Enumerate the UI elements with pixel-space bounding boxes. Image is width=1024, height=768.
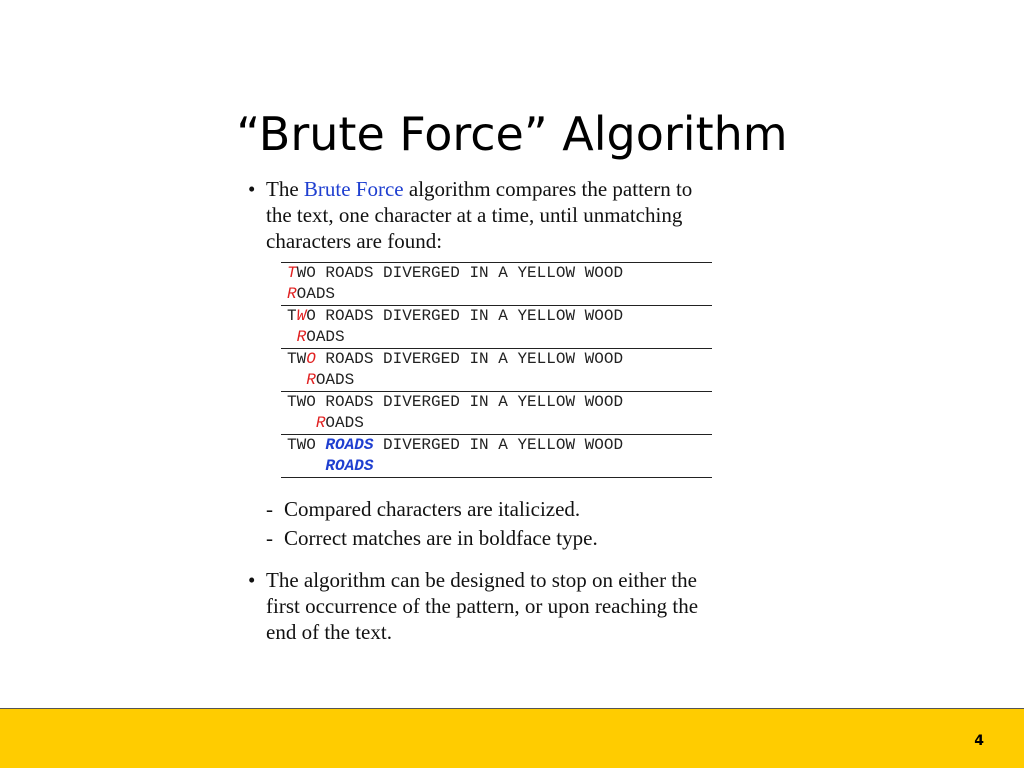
pattern-line: [287, 370, 712, 391]
footer-bar: [0, 708, 1024, 768]
plain-chars: TWO: [287, 436, 326, 454]
plain-chars: OADS: [306, 328, 345, 346]
compared-char: R: [315, 414, 326, 432]
note-matches-text: Correct matches are in boldface type.: [284, 526, 598, 550]
bullet-text: [266, 176, 692, 254]
bullet-marker: •: [248, 568, 256, 592]
note-compared-text: Compared characters are italicized.: [284, 497, 581, 521]
plain-chars: DIVERGED IN A YELLOW WOOD: [373, 436, 624, 454]
plain-chars: T: [287, 307, 297, 325]
bullet-line-2: first occurrence of the pattern, or upon reaching the: [266, 594, 699, 618]
plain-chars: [287, 414, 316, 432]
compared-char: [316, 393, 326, 411]
plain-chars: ROADS DIVERGED IN A YELLOW WOOD: [315, 350, 624, 368]
compared-char: W: [296, 307, 307, 325]
text-line: [287, 435, 712, 456]
table-row: [281, 434, 712, 478]
matched-chars: ROADS: [325, 436, 374, 454]
bullet-line-3: characters are found:: [266, 229, 443, 253]
bullet-line-1: The algorithm can be designed to stop on either the: [266, 568, 697, 592]
matching-steps-table: [281, 262, 712, 478]
note-compared: [266, 495, 598, 524]
plain-chars: [287, 371, 306, 389]
plain-chars: WO ROADS DIVERGED IN A YELLOW WOOD: [296, 264, 624, 282]
compared-char: R: [287, 285, 297, 303]
compared-char: R: [306, 371, 316, 389]
pattern-line: [287, 413, 712, 434]
note-dash: -: [266, 497, 273, 521]
bullet-text: [266, 567, 698, 645]
bullet-line-2: the text, one character at a time, until unmatching: [266, 203, 683, 227]
text-line: [287, 349, 712, 370]
compared-char: T: [287, 264, 297, 282]
brute-force-highlight: Brute Force: [303, 177, 404, 201]
plain-chars: ROADS DIVERGED IN A YELLOW WOOD: [325, 393, 624, 411]
plain-chars: OADS: [296, 285, 336, 303]
table-row: [281, 391, 712, 434]
plain-chars: TW: [287, 350, 307, 368]
text-line: [287, 306, 712, 327]
plain-chars: O ROADS DIVERGED IN A YELLOW WOOD: [306, 307, 624, 325]
bullet-line-3: end of the text.: [266, 620, 392, 644]
plain-chars: TWO: [287, 393, 316, 411]
bullet-prefix: The: [266, 177, 304, 201]
compared-char: O: [306, 350, 316, 368]
plain-chars: [287, 328, 297, 346]
bullet-line-1-rest: algorithm compares the pattern to: [403, 177, 693, 201]
compared-char: R: [296, 328, 307, 346]
bullet-marker: •: [248, 177, 256, 201]
text-line: [287, 263, 712, 284]
pattern-line: [287, 456, 712, 477]
bullet-line-1: [266, 176, 692, 202]
matched-chars: ROADS: [325, 457, 374, 475]
pattern-line: [287, 284, 712, 305]
pattern-line: [287, 327, 712, 348]
notes-list: [266, 495, 598, 553]
plain-chars: OADS: [315, 371, 355, 389]
plain-chars: OADS: [325, 414, 364, 432]
note-dash: -: [266, 526, 273, 550]
table-row: [281, 348, 712, 391]
note-matches: [266, 524, 598, 553]
plain-chars: [287, 457, 325, 475]
page-number: 4: [974, 733, 984, 749]
slide-title: “Brute Force” Algorithm: [236, 107, 788, 161]
text-line: [287, 392, 712, 413]
table-row: [281, 262, 712, 305]
table-row: [281, 305, 712, 348]
